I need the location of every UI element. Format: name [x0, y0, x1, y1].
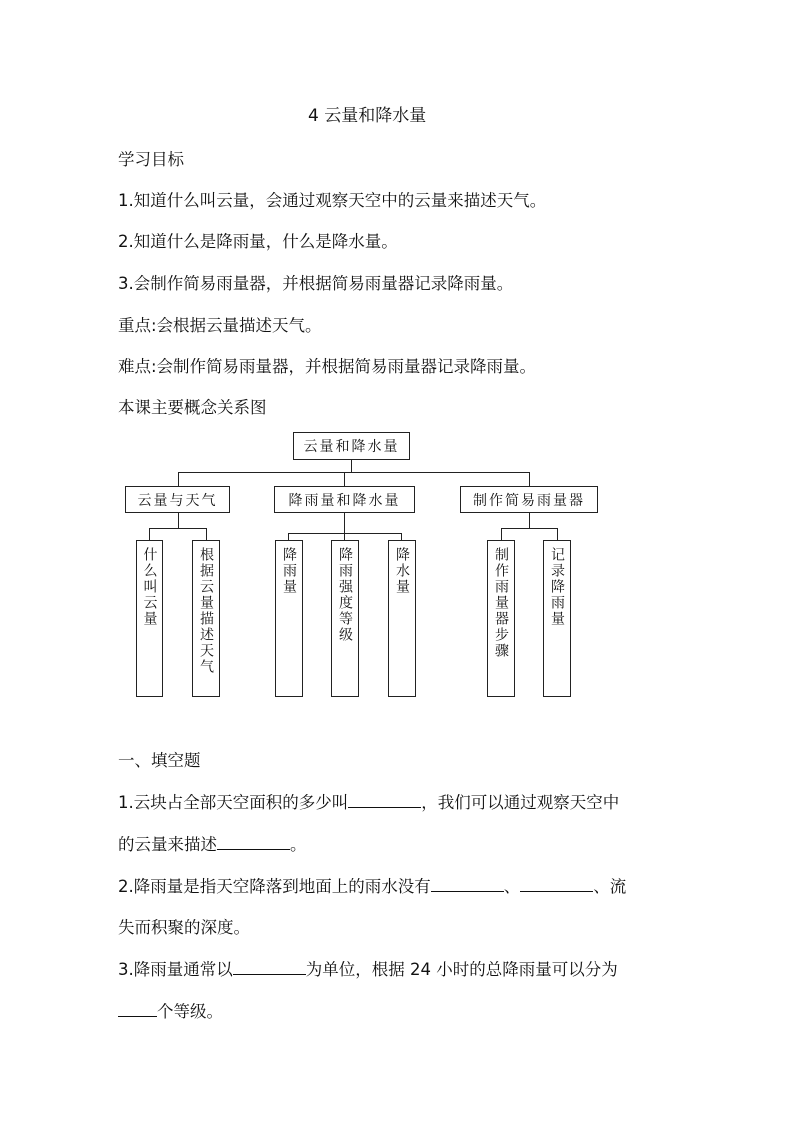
- connector: [529, 513, 530, 528]
- question-3-line-2: [118, 1002, 223, 1022]
- answer-blank[interactable]: [217, 835, 290, 850]
- connector: [501, 528, 502, 540]
- connector: [178, 472, 179, 486]
- objective-item-3: 3.会制作简易雨量器，并根据简易雨量器记录降雨量。: [118, 274, 514, 293]
- leaf-node-describe-weather: 根据云量描述天气: [192, 540, 220, 697]
- answer-blank[interactable]: [431, 877, 504, 892]
- difficulty-point: 难点:会制作简易雨量器，并根据简易雨量器记录降雨量。: [118, 357, 537, 376]
- connector: [149, 528, 207, 529]
- section-heading: 一、填空题: [118, 751, 201, 770]
- root-node: 云量和降水量: [293, 432, 410, 460]
- question-text: 为单位，根据 24 小时的总降雨量可以分为: [305, 960, 618, 979]
- connector: [178, 472, 530, 473]
- leaf-node-record-rainfall: 记录降雨量: [543, 540, 571, 697]
- connector: [288, 533, 289, 540]
- branch-node-cloud-weather: 云量与天气: [125, 486, 230, 513]
- question-1-line-2: [118, 835, 307, 855]
- leaf-node-gauge-steps: 制作雨量器步骤: [487, 540, 515, 697]
- page-title: 4 云量和降水量: [308, 106, 427, 126]
- question-2-line-1: [118, 877, 626, 897]
- question-text: 。: [290, 835, 307, 854]
- connector: [178, 513, 179, 528]
- question-text: 2.降雨量是指天空降落到地面上的雨水没有: [118, 877, 431, 896]
- connector: [401, 533, 402, 540]
- objective-item-1: 1.知道什么叫云量，会通过观察天空中的云量来描述天气。: [118, 191, 547, 210]
- question-1-line-1: [118, 793, 619, 813]
- question-text: 、流: [593, 877, 627, 896]
- question-2-line-2: 失而积聚的深度。: [118, 918, 250, 937]
- answer-blank[interactable]: [520, 877, 593, 892]
- question-text: 3.降雨量通常以: [118, 960, 233, 979]
- answer-blank[interactable]: [118, 1002, 157, 1017]
- question-text: 个等级。: [157, 1002, 223, 1021]
- connector: [501, 528, 558, 529]
- connector: [351, 460, 352, 472]
- leaf-node-rainfall: 降雨量: [275, 540, 303, 697]
- connector: [344, 513, 345, 540]
- diagram-heading: 本课主要概念关系图: [118, 398, 267, 417]
- connector: [149, 528, 150, 540]
- question-3-line-1: [118, 960, 618, 980]
- question-text: ，我们可以通过观察天空中: [421, 793, 620, 812]
- question-text: 的云量来描述: [118, 835, 217, 854]
- connector: [344, 472, 345, 486]
- leaf-node-precipitation: 降水量: [388, 540, 416, 697]
- objective-item-2: 2.知道什么是降雨量，什么是降水量。: [118, 232, 398, 251]
- connector: [206, 528, 207, 540]
- connector: [288, 533, 402, 534]
- answer-blank[interactable]: [233, 960, 306, 975]
- question-text: 1.云块占全部天空面积的多少叫: [118, 793, 349, 812]
- question-text: 、: [503, 877, 521, 896]
- key-point: 重点:会根据云量描述天气。: [118, 316, 322, 335]
- leaf-node-rain-intensity: 降雨强度等级: [331, 540, 359, 697]
- answer-blank[interactable]: [348, 793, 421, 808]
- connector: [529, 472, 530, 486]
- leaf-node-what-is-cloud-amount: 什么叫云量: [136, 540, 163, 697]
- branch-node-make-rain-gauge: 制作简易雨量器: [460, 486, 598, 513]
- connector: [557, 528, 558, 540]
- objectives-heading: 学习目标: [118, 150, 184, 169]
- branch-node-rainfall-precipitation: 降雨量和降水量: [274, 486, 415, 513]
